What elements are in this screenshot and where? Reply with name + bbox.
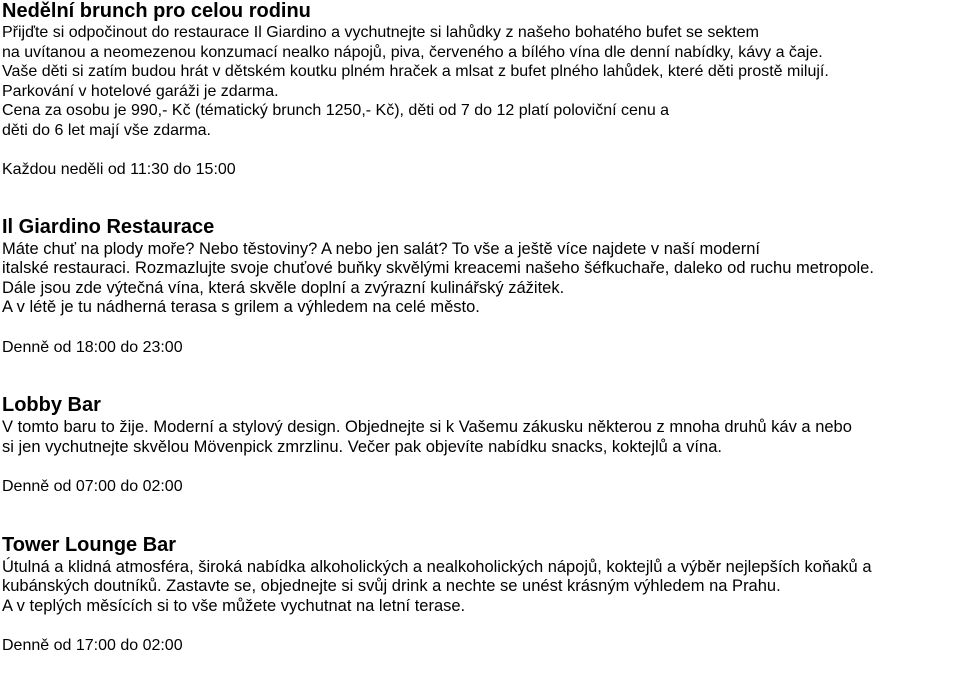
section-description <box>2 418 958 457</box>
text-line: Máte chuť na plody moře? Nebo těstoviny? A nebo jen salát? To vše a ještě více najdete v naší moderní <box>2 239 761 258</box>
section-title: Lobby Bar <box>2 394 101 416</box>
text-line: italské restauraci. Rozmazlujte svoje chuťové buňky skvělými kreacemi našeho šéfkuchaře, daleko od ruchu metropole. <box>2 259 874 277</box>
section-sunday-brunch <box>2 0 958 180</box>
text-line: A v létě je tu nádherná terasa s grilem a výhledem na celé město. <box>2 298 480 316</box>
text-line: Cena za osobu je 990,- Kč (tématický brunch 1250,- Kč), děti od 7 do 12 platí poloviční cenu a <box>2 102 670 119</box>
opening-hours: Každou neděli od 11:30 do 15:00 <box>2 161 236 178</box>
text-line: Útulná a klidná atmosféra, široká nabídka alkoholických a nealkoholických nápojů, koktejlů a výběr nejlepších koňaků a <box>2 557 872 576</box>
text-line: Přijďte si odpočinout do restaurace Il Giardino a vychutnejte si lahůdky z našeho bohatého bufet se sektem <box>2 24 759 41</box>
section-title: Nedělní brunch pro celou rodinu <box>2 0 311 22</box>
opening-hours: Denně od 17:00 do 02:00 <box>2 637 183 654</box>
opening-hours: Denně od 18:00 do 23:00 <box>2 338 183 356</box>
opening-hours: Denně od 07:00 do 02:00 <box>2 478 183 495</box>
section-title: Tower Lounge Bar <box>2 533 177 556</box>
text-line: kubánských doutníků. Zastavte se, objednejte si svůj drink a nechte se unést krásným výhledem na Prahu. <box>2 577 781 595</box>
text-line: Dále jsou zde výtečná vína, která skvěle doplní a zvýrazní kulinářský zážitek. <box>2 278 565 297</box>
text-line: Vaše děti si zatím budou hrát v dětském koutku plném hraček a mlsat z bufet plného lahůdek, které děti prostě milují. <box>2 63 829 80</box>
section-description <box>2 23 958 140</box>
section-tower-lounge-bar <box>2 534 958 656</box>
text-line: na uvítanou a neomezenou konzumací nealko nápojů, piva, červeného a bílého vína dle denní nabídky, kávy a čaje. <box>2 43 823 61</box>
section-description <box>2 240 958 318</box>
section-title: Il Giardino Restaurace <box>2 215 215 238</box>
section-lobby-bar <box>2 394 958 497</box>
text-line: Parkování v hotelové garáži je zdarma. <box>2 82 279 100</box>
text-line: V tomto baru to žije. Moderní a stylový design. Objednejte si k Vašemu zákusku některou z mnoha druhů káv a nebo <box>2 418 852 436</box>
section-il-giardino <box>2 216 958 358</box>
text-line: A v teplých měsících si to vše můžete vychutnat na letní terase. <box>2 596 466 615</box>
section-description <box>2 558 958 617</box>
document <box>2 0 958 656</box>
text-line: děti do 6 let mají vše zdarma. <box>2 121 211 139</box>
text-line: si jen vychutnejte skvělou Mövenpick zmrzlinu. Večer pak objevíte nabídku snacks, koktejlů a vína. <box>2 437 722 456</box>
